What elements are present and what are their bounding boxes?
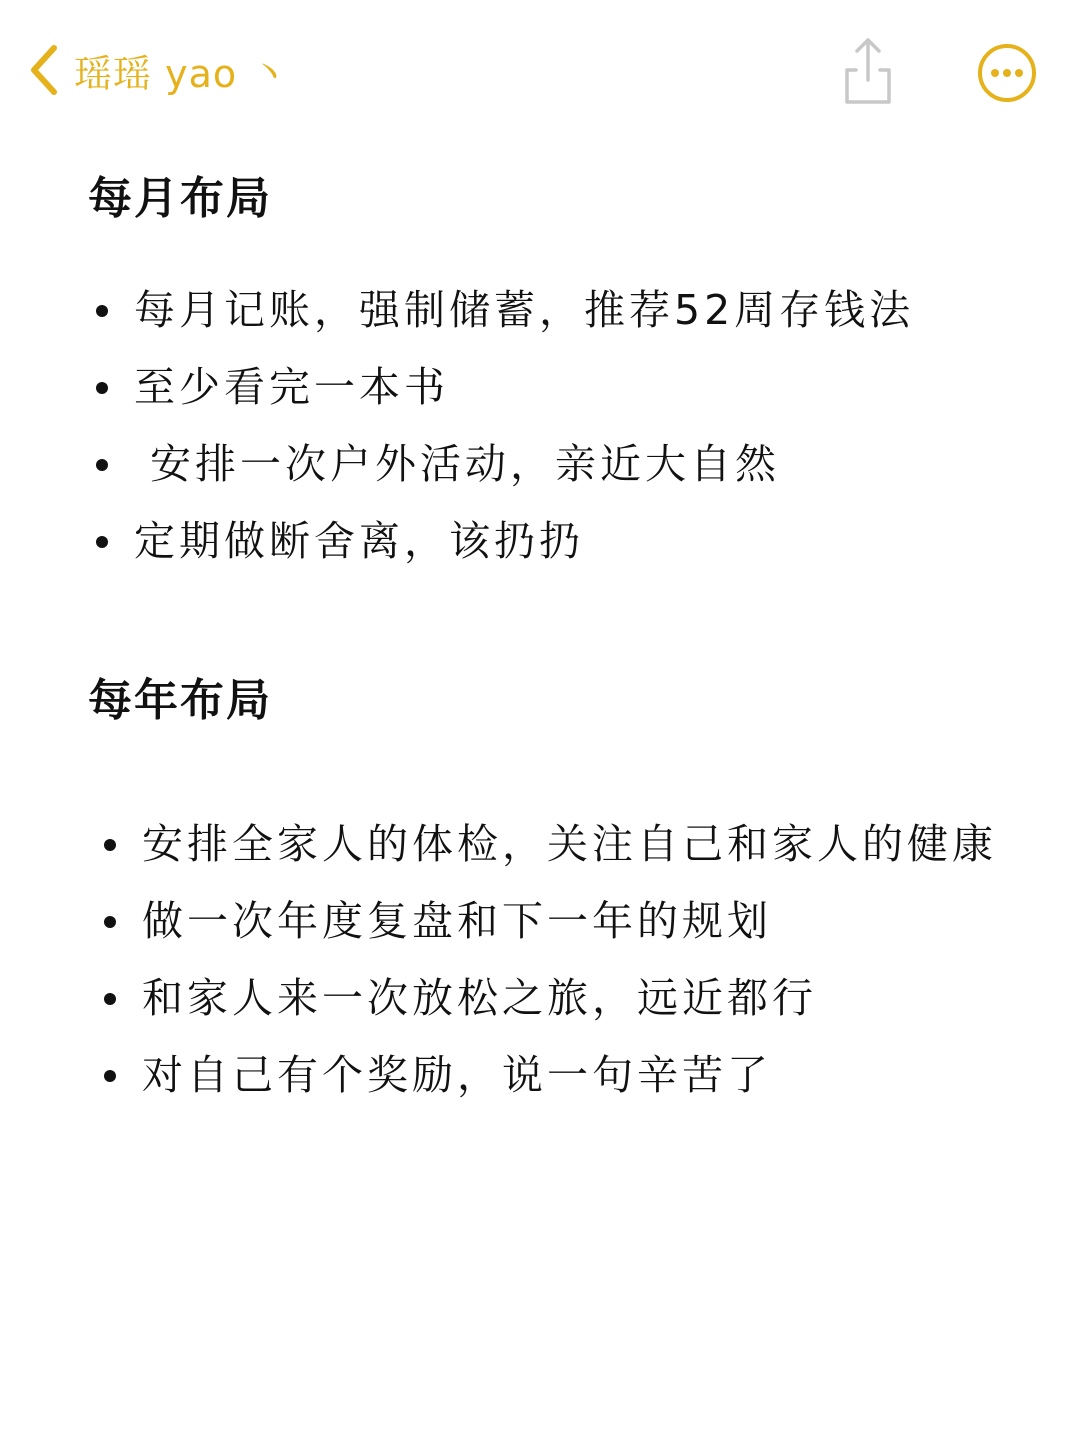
section-title-yearly: 每年布局: [88, 675, 272, 726]
share-icon: [836, 34, 900, 106]
list-item: [104, 960, 1044, 1037]
bullet-icon: [96, 382, 108, 394]
list-item: [104, 883, 1044, 960]
list-item-text: 定期做断舍离，该扔扔: [134, 517, 584, 565]
list-item: [96, 503, 1036, 580]
list-item: [104, 1037, 1044, 1114]
list-item-text: 安排全家人的体检，关注自己和家人的健康: [142, 820, 997, 868]
back-button[interactable]: [28, 38, 289, 102]
bullet-icon: [96, 536, 108, 548]
list-item-text: 至少看完一本书: [134, 363, 449, 411]
list-item-text: 每月记账，强制储蓄，推荐52周存钱法: [134, 286, 915, 334]
bullet-icon: [96, 305, 108, 317]
list-item-text: 和家人来一次放松之旅，远近都行: [142, 974, 817, 1022]
yearly-list: [104, 806, 1044, 1114]
list-item: [96, 272, 1036, 349]
list-item: [96, 349, 1036, 426]
more-icon: [976, 42, 1038, 104]
back-label: 瑶瑶 yao 丶: [74, 51, 290, 96]
monthly-list: [96, 272, 1036, 580]
bullet-icon: [96, 459, 108, 471]
section-title-monthly: 每月布局: [88, 173, 272, 224]
chevron-left-icon: [28, 44, 60, 96]
navigation-bar: [0, 0, 1080, 140]
list-item: [96, 426, 1036, 503]
bullet-icon: [104, 839, 116, 851]
share-button[interactable]: [836, 34, 900, 106]
bullet-icon: [104, 993, 116, 1005]
list-item-text: 对自己有个奖励，说一句辛苦了: [142, 1051, 772, 1099]
list-item: [104, 806, 1044, 883]
more-button[interactable]: [976, 42, 1038, 104]
list-item-text: 安排一次户外活动，亲近大自然: [150, 440, 780, 488]
bullet-icon: [104, 1070, 116, 1082]
list-item-text: 做一次年度复盘和下一年的规划: [142, 897, 772, 945]
bullet-icon: [104, 916, 116, 928]
